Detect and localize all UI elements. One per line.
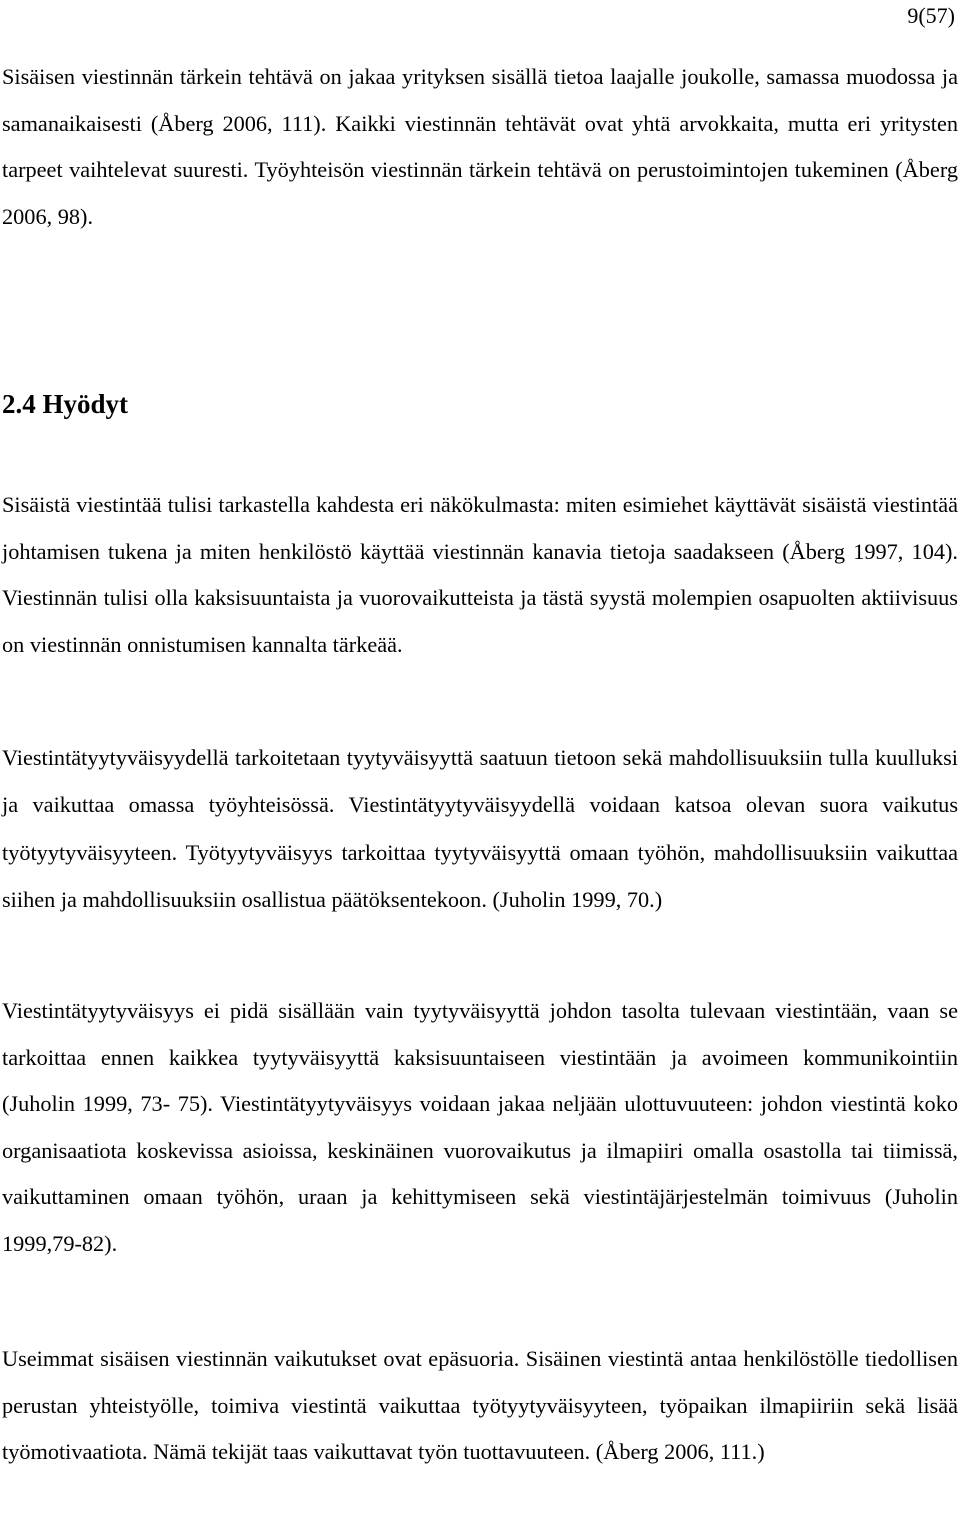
paragraph-indirect-effects: Useimmat sisäisen viestinnän vaikutukset ovat epäsuoria. Sisäinen viestintä antaa henkilöstölle tiedollisen perustan yhteistyölle, toimiva viestintä vaikuttaa työtyytyväisyyteen, työpaikan ilmapiiriin sekä lisää työmotivaatiota. Nämä tekijät taas vaikuttavat työn tuottavuuteen. (Åberg 2006, 111.): [2, 1346, 958, 1465]
paragraph-satisfaction-dimensions: Viestintätyytyväisyys ei pidä sisällään vain tyytyväisyyttä johdon tasolta tulevaan viestintään, vaan se tarkoittaa ennen kaikkea tyytyväisyyttä kaksisuuntaiseen viestintään ja avoimeen kommunikointiin (Juholin 1999, 73- 75). Viestintätyytyväisyys voidaan jakaa neljään ulottuvuuteen: johdon viestintä koko organisaatiota koskevissa asioissa, keskinäinen vuorovaikutus ja ilmapiiri omalla osastolla tai tiimissä, vaikuttaminen omaan työhön, uraan ja kehittymiseen sekä viestintäjärjestelmän toimivuus (Juholin 1999,79-82).: [2, 998, 958, 1256]
paragraph-perspectives: Sisäistä viestintää tulisi tarkastella kahdesta eri näkökulmasta: miten esimiehet käyttävät sisäistä viestintää johtamisen tukena ja miten henkilöstö käyttää viestinnän kanavia tietoja saadakseen (Åberg 1997, 104). Viestinnän tulisi olla kaksisuuntaista ja vuorovaikutteista ja tästä syystä molempien osapuolten aktiivisuus on viestinnän onnistumisen kannalta tärkeää.: [2, 492, 958, 657]
paragraph-internal-communication-purpose: Sisäisen viestinnän tärkein tehtävä on jakaa yrityksen sisällä tietoa laajalle joukolle, samassa muodossa ja samanaikaisesti (Åberg 2006, 111). Kaikki viestinnän tehtävät ovat yhtä arvokkaita, mutta eri yritysten tarpeet vaihtelevat suuresti. Työyhteisön viestinnän tärkein tehtävä on perustoimintojen tukeminen (Åberg 2006, 98).: [2, 64, 958, 229]
paragraph-communication-satisfaction: Viestintätyytyväisyydellä tarkoitetaan tyytyväisyyttä saatuun tietoon sekä mahdollisuuksiin tulla kuulluksi ja vaikuttaa omassa työyhteisössä. Viestintätyytyväisyydellä voidaan katsoa olevan suora vaikutus työtyytyväisyyteen. Työtyytyväisyys tarkoittaa tyytyväisyyttä omaan työhön, mahdollisuuksiin vaikuttaa siihen ja mahdollisuuksiin osallistua päätöksentekoon. (Juholin 1999, 70.): [2, 745, 958, 912]
section-heading: 2.4 Hyödyt: [2, 389, 129, 419]
page-number: 9(57): [907, 3, 955, 28]
